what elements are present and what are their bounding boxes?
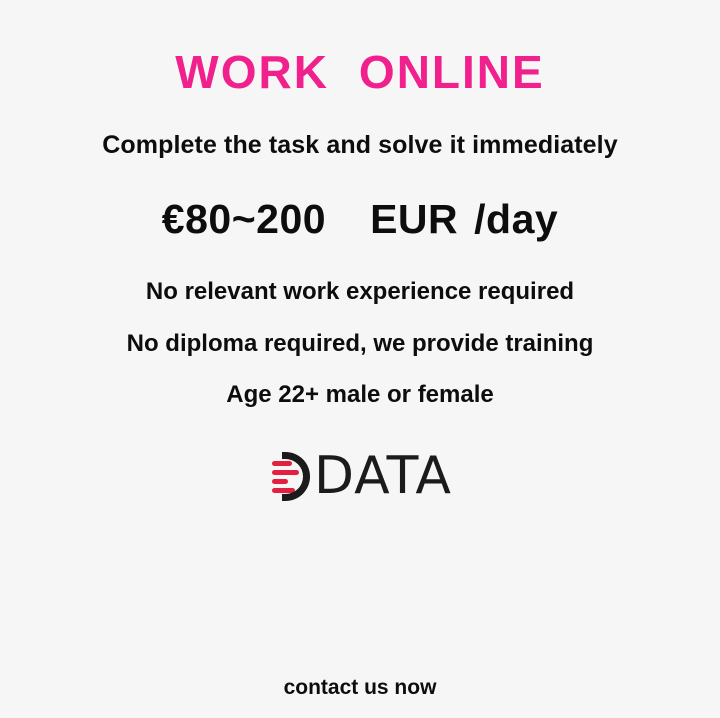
requirement-item-experience: No relevant work experience required xyxy=(145,277,575,305)
pay-period: /day xyxy=(474,195,559,242)
pay-currency: EUR xyxy=(370,195,459,242)
subheadline: Complete the task and solve it immediately xyxy=(102,130,618,159)
pay-amount: €80~200 xyxy=(161,195,327,242)
page-title xyxy=(175,47,544,98)
contact-cta: contact us now xyxy=(283,676,437,699)
data-logo-mark-icon xyxy=(268,448,314,504)
requirement-item-age: Age 22+ male or female xyxy=(226,381,494,409)
data-logo-text: DATA xyxy=(314,445,452,506)
requirement-item-diploma: No diploma required, we provide training xyxy=(126,330,594,358)
logo-d-arc xyxy=(282,452,310,501)
data-logo xyxy=(268,443,452,509)
headline-word-work: WORK xyxy=(175,46,329,98)
headline-word-online: ONLINE xyxy=(358,46,545,98)
pay-rate-row xyxy=(162,196,558,243)
